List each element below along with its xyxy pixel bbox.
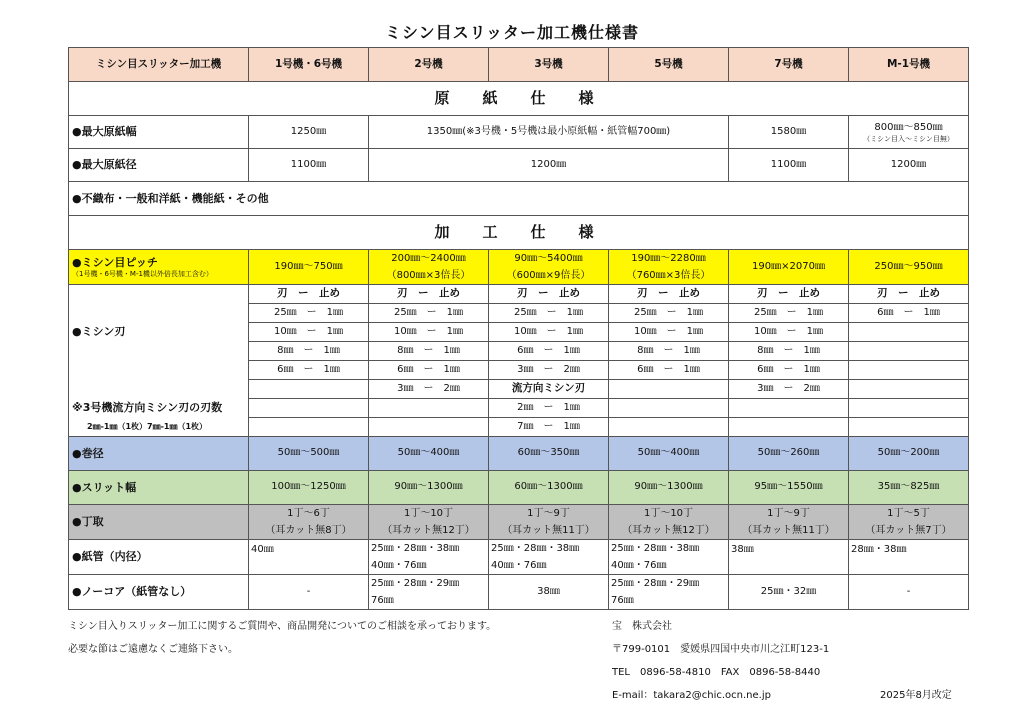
- row-label: ●丁取: [69, 505, 249, 540]
- cell-sub: （600㎜×9倍長）: [506, 270, 591, 281]
- blade-spec: 6㎜ ー 1㎜: [609, 361, 729, 380]
- pitch-row: [69, 250, 969, 285]
- header-machine: 5号機: [609, 48, 729, 82]
- cell-value: 76㎜: [371, 595, 394, 606]
- cell-note: （ミシン目入～ミシン目無）: [863, 135, 954, 144]
- blade-spec: 25㎜ ー 1㎜: [489, 304, 609, 323]
- row-note: 2㎜-1㎜（1枚）7㎜-1㎜（1枚）: [69, 418, 249, 437]
- blade-header: 刃 ー 止め: [489, 285, 609, 304]
- cell: 100㎜～1250㎜: [249, 471, 369, 505]
- blade-row: [69, 380, 969, 399]
- header-row: [69, 48, 969, 82]
- cell: [369, 540, 489, 575]
- cell: 38㎜: [489, 575, 609, 610]
- row-note: ※3号機流方向ミシン刃の刃数: [69, 399, 249, 418]
- cell-value: 25㎜・28㎜・38㎜: [611, 543, 700, 554]
- cell: [369, 250, 489, 285]
- footer-note: 必要な節はご遠慮なくご連絡下さい。: [68, 644, 238, 655]
- cell: [609, 540, 729, 575]
- cell-value: 1丁～9丁: [527, 508, 570, 519]
- cell-value: 1丁～9丁: [767, 508, 810, 519]
- blade-spec: 2㎜ ー 1㎜: [489, 399, 609, 418]
- blade-spec: 25㎜ ー 1㎜: [609, 304, 729, 323]
- cell: [249, 505, 369, 540]
- cell-value: 25㎜・28㎜・38㎜: [491, 543, 580, 554]
- cell-value: 1丁～6丁: [287, 508, 330, 519]
- cell-sub: （耳カット無8丁）: [265, 525, 352, 536]
- header-machine: M-1号機: [849, 48, 969, 82]
- materials-text: ●不織布・一般和洋紙・機能紙・その他: [69, 182, 969, 216]
- cell-value: 1丁～10丁: [403, 508, 454, 519]
- blade-row: [69, 323, 969, 342]
- cell-value: 25㎜・28㎜・38㎜: [371, 543, 460, 554]
- cell: [369, 575, 489, 610]
- cell: -: [249, 575, 369, 610]
- cell: 28㎜・38㎜: [849, 540, 969, 575]
- cell: 50㎜～400㎜: [369, 437, 489, 471]
- blade-flow-header: 流方向ミシン刃: [489, 380, 609, 399]
- slit-row: [69, 471, 969, 505]
- cell-sub: （760㎜×3倍長）: [626, 270, 711, 281]
- cell-sub: （耳カット無7丁）: [865, 525, 952, 536]
- blade-spec: 8㎜ ー 1㎜: [609, 342, 729, 361]
- blade-spec: 10㎜ ー 1㎜: [489, 323, 609, 342]
- cell-value: 800㎜～850㎜: [874, 122, 943, 134]
- row-note: （1号機・6号機・M-1機以外倍長加工含む）: [72, 269, 213, 278]
- blade-header: 刃 ー 止め: [249, 285, 369, 304]
- cell-value: 1丁～10丁: [643, 508, 694, 519]
- blade-row: [69, 285, 969, 304]
- row-label-text: ●ミシン目ピッチ: [72, 255, 158, 269]
- cell-sub: （耳カット無11丁）: [742, 525, 835, 536]
- section-kako: 加 工 仕 様: [69, 216, 969, 250]
- cell-value: 190㎜～2280㎜: [631, 253, 706, 264]
- blade-spec: 25㎜ ー 1㎜: [249, 304, 369, 323]
- blade-row: [69, 418, 969, 437]
- cell: 40㎜: [249, 540, 369, 575]
- cell-value: 90㎜～5400㎜: [514, 253, 583, 264]
- row-label: ●最大原紙幅: [69, 116, 249, 149]
- row-label: [69, 250, 249, 285]
- max-diameter-row: [69, 149, 969, 182]
- cell: 1200㎜: [369, 149, 729, 182]
- company-name: 宝 株式会社: [612, 621, 672, 632]
- cell-sub: （耳カット無12丁）: [382, 525, 475, 536]
- blade-spec: 7㎜ ー 1㎜: [489, 418, 609, 437]
- blade-spec: 6㎜ ー 1㎜: [489, 342, 609, 361]
- header-machine: 1号機・6号機: [249, 48, 369, 82]
- cell: -: [849, 575, 969, 610]
- cell-value: 76㎜: [611, 595, 634, 606]
- blade-spec: 10㎜ ー 1㎜: [729, 323, 849, 342]
- cell: 1350㎜(※3号機・5号機は最小原紙幅・紙管幅700㎜): [369, 116, 729, 149]
- cell: 95㎜～1550㎜: [729, 471, 849, 505]
- blade-spec: 6㎜ ー 1㎜: [849, 304, 969, 323]
- cell: 250㎜～950㎜: [849, 250, 969, 285]
- company-address: 〒799-0101 愛媛県四国中央市川之江町123-1: [612, 644, 830, 655]
- cell: [729, 505, 849, 540]
- footer-note: ミシン目入りスリッター加工に関するご質問や、商品開発についてのご相談を承っております。: [68, 621, 497, 632]
- cell: [369, 505, 489, 540]
- blade-row: [69, 342, 969, 361]
- row-label: ●ノーコア（紙管なし）: [69, 575, 249, 610]
- cell: [849, 505, 969, 540]
- header-machine: 2号機: [369, 48, 489, 82]
- header-machine: 3号機: [489, 48, 609, 82]
- blade-header: 刃 ー 止め: [849, 285, 969, 304]
- blade-spec: 6㎜ ー 1㎜: [249, 361, 369, 380]
- section-row: [69, 82, 969, 116]
- max-width-row: [69, 116, 969, 149]
- section-row: [69, 216, 969, 250]
- spec-table: [68, 47, 969, 610]
- cell: 50㎜～400㎜: [609, 437, 729, 471]
- row-label: ●ミシン刃: [69, 323, 249, 342]
- blade-spec: 6㎜ ー 1㎜: [729, 361, 849, 380]
- cell-value: 40㎜・76㎜: [371, 560, 427, 571]
- blade-spec: 3㎜ ー 2㎜: [489, 361, 609, 380]
- page-title: ミシン目スリッター加工機仕様書: [385, 23, 639, 42]
- cell: 25㎜・32㎜: [729, 575, 849, 610]
- cell-value: 40㎜・76㎜: [611, 560, 667, 571]
- blade-spec: 25㎜ ー 1㎜: [369, 304, 489, 323]
- core-row: [69, 540, 969, 575]
- cell: 190㎜×2070㎜: [729, 250, 849, 285]
- cell-value: 200㎜～2400㎜: [391, 253, 466, 264]
- cell: [489, 540, 609, 575]
- cell: [489, 250, 609, 285]
- blade-header: 刃 ー 止め: [609, 285, 729, 304]
- blade-row: [69, 399, 969, 418]
- roll-row: [69, 437, 969, 471]
- cell: 1100㎜: [249, 149, 369, 182]
- cell: [849, 116, 969, 149]
- cell-value: 25㎜・28㎜・29㎜: [611, 578, 700, 589]
- blade-spec: 8㎜ ー 1㎜: [729, 342, 849, 361]
- cho-row: [69, 505, 969, 540]
- blade-spec: 25㎜ ー 1㎜: [729, 304, 849, 323]
- materials-row: [69, 182, 969, 216]
- cell-sub: （耳カット無11丁）: [502, 525, 595, 536]
- row-label: ●紙管（内径）: [69, 540, 249, 575]
- cell: 90㎜～1300㎜: [609, 471, 729, 505]
- blade-spec: 10㎜ ー 1㎜: [249, 323, 369, 342]
- header-label: ミシン目スリッター加工機: [69, 48, 249, 82]
- cell: 190㎜～750㎜: [249, 250, 369, 285]
- blade-spec: 10㎜ ー 1㎜: [369, 323, 489, 342]
- cell: [489, 505, 609, 540]
- revision-date: 2025年8月改定: [880, 690, 952, 701]
- cell: [609, 505, 729, 540]
- blade-spec: 3㎜ ー 2㎜: [729, 380, 849, 399]
- blade-header: 刃 ー 止め: [729, 285, 849, 304]
- row-label: ●スリット幅: [69, 471, 249, 505]
- blade-header: 刃 ー 止め: [369, 285, 489, 304]
- cell: 1250㎜: [249, 116, 369, 149]
- cell: 1100㎜: [729, 149, 849, 182]
- blade-spec: 10㎜ ー 1㎜: [609, 323, 729, 342]
- cell-value: 40㎜・76㎜: [491, 560, 547, 571]
- cell: 60㎜～350㎜: [489, 437, 609, 471]
- cell: 1200㎜: [849, 149, 969, 182]
- blade-row: [69, 361, 969, 380]
- cell: 50㎜～200㎜: [849, 437, 969, 471]
- company-email: E-mail：takara2@chic.ocn.ne.jp: [612, 690, 771, 701]
- cell: [609, 250, 729, 285]
- blade-row: [69, 304, 969, 323]
- blade-spec: 8㎜ ー 1㎜: [369, 342, 489, 361]
- cell: 60㎜～1300㎜: [489, 471, 609, 505]
- cell: 35㎜～825㎜: [849, 471, 969, 505]
- section-genshi: 原 紙 仕 様: [69, 82, 969, 116]
- cell-value: 25㎜・28㎜・29㎜: [371, 578, 460, 589]
- cell: 50㎜～500㎜: [249, 437, 369, 471]
- company-phone: TEL 0896-58-4810 FAX 0896-58-8440: [612, 667, 821, 678]
- blade-spec: 8㎜ ー 1㎜: [249, 342, 369, 361]
- header-machine: 7号機: [729, 48, 849, 82]
- cell-sub: （800㎜×3倍長）: [386, 270, 471, 281]
- cell: 1580㎜: [729, 116, 849, 149]
- cell: [609, 575, 729, 610]
- cell: 90㎜～1300㎜: [369, 471, 489, 505]
- cell: 50㎜～260㎜: [729, 437, 849, 471]
- blade-spec: 6㎜ ー 1㎜: [369, 361, 489, 380]
- row-label: ●巻径: [69, 437, 249, 471]
- cell: 38㎜: [729, 540, 849, 575]
- blade-spec: 3㎜ ー 2㎜: [369, 380, 489, 399]
- nocore-row: [69, 575, 969, 610]
- cell-value: 1丁～5丁: [887, 508, 930, 519]
- row-label: ●最大原紙径: [69, 149, 249, 182]
- cell-sub: （耳カット無12丁）: [622, 525, 715, 536]
